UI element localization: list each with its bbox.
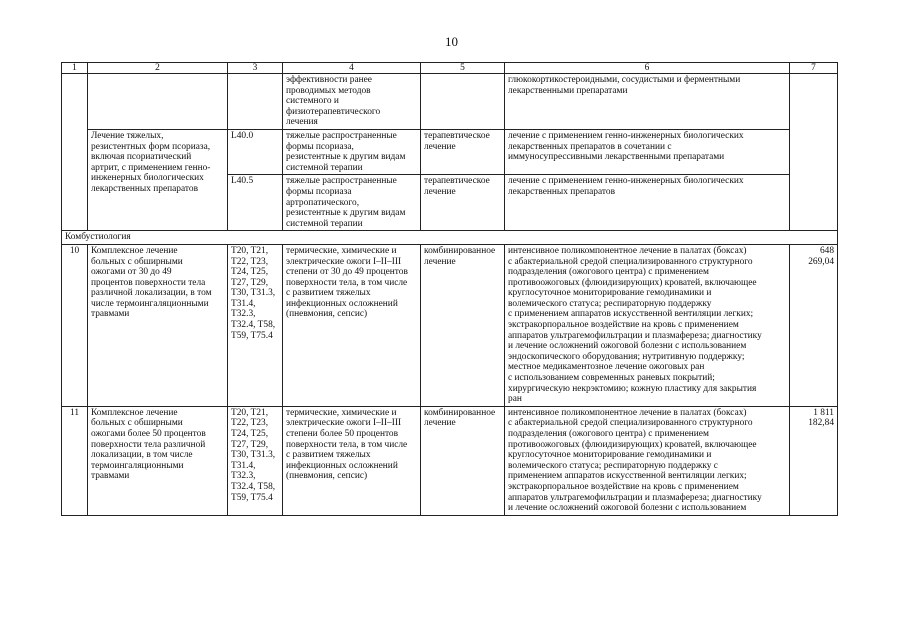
text-line: T22, T23, [231, 418, 269, 429]
text-line: больных с обширными [91, 418, 183, 429]
text-line: эффективности ранее [286, 75, 372, 85]
column-header: 7 [790, 63, 838, 74]
text-line: L40.5 [231, 176, 254, 187]
text-line: травмами [91, 309, 130, 320]
text-line: степени от 30 до 49 процентов [286, 267, 408, 278]
text-line: различной локализации, в том [91, 288, 212, 299]
text-line: глюкокортикостероидными, сосудистыми и ферментными [508, 75, 741, 85]
text-line: интенсивное поликомпонентное лечение в палатах (боксах) [508, 245, 747, 256]
text-line: T59, T75.4 [231, 492, 273, 503]
cell-method [505, 244, 790, 406]
text-line: с абактериальной средой специализированного структурного [508, 256, 753, 267]
text-line: T24, T25, [231, 429, 269, 439]
text-line: противоожоговых (флюидизирующих) кроватей, включающее [508, 277, 757, 288]
cell-name [88, 406, 228, 515]
text-line: комбинированное [424, 245, 496, 256]
text-line: степени более 50 процентов [286, 429, 399, 439]
text-line: волемического статуса; респираторную поддержку с [508, 460, 718, 471]
text-line: Комплексное лечение [91, 245, 178, 256]
text-line: лекарственных препаратов [508, 186, 615, 197]
section-row [62, 231, 838, 245]
text-line: круглосуточное мониторирование гемодинамики и [508, 288, 712, 299]
text-line: лечение [424, 256, 456, 267]
cell-diagnosis [283, 74, 421, 130]
text-line: лечение [424, 418, 456, 429]
cell-name [88, 244, 228, 406]
text-line: хирургическую некрэктомию; кожную пластику для закрытия [508, 383, 757, 394]
text-line: инфекционных осложнений [286, 298, 398, 309]
text-line: термические, химические и [286, 407, 397, 418]
cell-code [228, 175, 283, 231]
column-number-row [62, 63, 838, 74]
text-line: тяжелые распространенные [286, 130, 397, 141]
column-header: 6 [505, 63, 790, 74]
text-line: аппаратов ультрагемофильтрации и плазмафереза; диагностику [508, 330, 762, 341]
text-line: экстракорпоральное воздействие на кровь с применением [508, 320, 739, 331]
text-line: процентов поверхности тела [91, 277, 206, 288]
column-header: 3 [228, 63, 283, 74]
text-line: лекарственными препаратами [508, 85, 628, 96]
text-line: поверхности тела различной [91, 439, 206, 450]
text-line: проводимых методов [286, 85, 371, 96]
cell-code [228, 244, 283, 406]
section-title: Комбустиология [62, 231, 838, 245]
text-line: подразделения (ожогового центра) с применением [508, 429, 709, 439]
text-line: лечение с применением генно-инженерных биологических [508, 176, 744, 187]
text-line: Комплексное лечение [91, 407, 178, 418]
text-line: экстракорпоральное воздействие на кровь с применением [508, 481, 739, 492]
text-line: лекарственных препаратов в сочетании с [508, 141, 672, 152]
cell-code [228, 129, 283, 174]
text-line: травмами [91, 471, 130, 482]
text-line: лекарственных препаратов [91, 183, 198, 194]
text-line: T31.4, [231, 460, 256, 471]
text-line: комбинированное [424, 407, 496, 418]
text-line: T32.3, [231, 471, 256, 482]
text-line: T20, T21, [231, 407, 269, 418]
text-line: системной терапии [286, 162, 363, 173]
text-line: поверхности тела, в том числе [286, 277, 408, 288]
text-line: термоингаляционными [91, 460, 184, 471]
cell-diagnosis [283, 129, 421, 174]
cell-type [421, 406, 505, 515]
text-line: ожогами более 50 процентов [91, 429, 206, 439]
text-line: включая псориатический [91, 152, 192, 163]
text-line: местное медикаментозное лечение ожоговых ран [508, 362, 705, 373]
text-line: поверхности тела, в том числе [286, 439, 408, 450]
treatment-table [61, 62, 838, 516]
cell-type [421, 129, 505, 174]
text-line: противоожоговых (флюидизирующих) кроватей, включающее [508, 439, 757, 450]
text-line: системного и [286, 96, 339, 107]
cell-code-empty [228, 74, 283, 130]
text-line: интенсивное поликомпонентное лечение в палатах (боксах) [508, 407, 747, 418]
cell-method [505, 129, 790, 174]
text-line: артропатического, [286, 197, 360, 208]
text-line: T30, T31.3, [231, 450, 276, 461]
text-line: больных с обширными [91, 256, 183, 267]
cell-diagnosis [283, 244, 421, 406]
text-line: ран [508, 394, 522, 405]
cell-method [505, 175, 790, 231]
text-line: с использованием современных раневых покрытий; [508, 373, 715, 384]
text-line: резистентные к другим видам [286, 208, 406, 219]
text-line: системной терапии [286, 218, 363, 229]
text-line: применением аппаратов искусственной вентиляции легких; [508, 471, 747, 482]
text-line: лечение [424, 141, 456, 152]
text-line: T24, T25, [231, 267, 269, 278]
cell-name [88, 129, 228, 230]
column-header: 4 [283, 63, 421, 74]
text-line: аппаратов ультрагемофильтрации и плазмафереза; диагностику [508, 492, 762, 503]
text-line: T22, T23, [231, 256, 269, 267]
cell-diagnosis [283, 406, 421, 515]
text-line: формы псориаза [286, 186, 352, 197]
text-line: T32.4, T58, [231, 481, 276, 492]
text-line: лечение [424, 186, 456, 197]
text-line: T27, T29, [231, 277, 269, 288]
text-line: лечение с применением генно-инженерных биологических [508, 130, 744, 141]
cell-cost-empty [790, 74, 838, 231]
text-line: ожогами от 30 до 49 [91, 267, 172, 278]
text-line: электрические ожоги I–II–III [286, 256, 402, 267]
text-line: Лечение тяжелых, [91, 130, 164, 141]
text-line: T20, T21, [231, 245, 269, 256]
text-line: терапевтическое [424, 176, 490, 187]
continuation-row [62, 74, 838, 130]
text-line: резистентных форм псориаза, [91, 141, 211, 152]
text-line: с развитием тяжелых [286, 288, 371, 299]
text-line: T59, T75.4 [231, 330, 273, 341]
text-line: тяжелые распространенные [286, 176, 397, 187]
text-line: (пневмония, сепсис) [286, 471, 368, 482]
cell-method [505, 74, 790, 130]
table-row [62, 129, 838, 174]
cell-cost: 1 811 182,84 [790, 406, 838, 515]
text-line: формы псориаза, [286, 141, 354, 152]
text-line: с развитием тяжелых [286, 450, 371, 461]
text-line: круглосуточное мониторирование гемодинамики и [508, 450, 712, 461]
text-line: и лечение осложнений ожоговой болезни с использованием [508, 503, 747, 514]
cell-method [505, 406, 790, 515]
cell-type [421, 175, 505, 231]
text-line: числе термоингаляционными [91, 298, 209, 309]
text-line: с применением аппаратов искусственной вентиляции легких; [508, 309, 754, 320]
cell-type-empty [421, 74, 505, 130]
column-header: 2 [88, 63, 228, 74]
table-row [62, 406, 838, 515]
text-line: подразделения (ожогового центра) с применением [508, 267, 709, 278]
text-line: волемического статуса; респираторную поддержку [508, 298, 712, 309]
text-line: резистентные к другим видам [286, 152, 406, 163]
text-line: (пневмония, сепсис) [286, 309, 368, 320]
cell-code [228, 406, 283, 515]
cell-num: 11 [62, 406, 88, 515]
table-row [62, 244, 838, 406]
text-line: T27, T29, [231, 439, 269, 450]
text-line: T30, T31.3, [231, 288, 276, 299]
text-line: L40.0 [231, 130, 254, 141]
cell-cost: 648 269,04 [790, 244, 838, 406]
column-header: 5 [421, 63, 505, 74]
cell-num-empty [62, 74, 88, 231]
cell-num: 10 [62, 244, 88, 406]
text-line: T32.4, T58, [231, 320, 276, 331]
cell-name-empty [88, 74, 228, 130]
text-line: T31.4, [231, 298, 256, 309]
text-line: эндоскопического оборудования; нутритивную поддержку; [508, 351, 745, 362]
text-line: физиотерапевтического [286, 106, 381, 117]
text-line: иммуносупрессивными лекарственными препаратами [508, 152, 725, 163]
cell-type [421, 244, 505, 406]
text-line: инфекционных осложнений [286, 460, 398, 471]
text-line: T32.3, [231, 309, 256, 320]
text-line: инженерных биологических [91, 173, 204, 184]
text-line: лечения [286, 117, 318, 128]
column-header: 1 [62, 63, 88, 74]
text-line: артрит, с применением генно- [91, 162, 211, 173]
text-line: с абактериальной средой специализированного структурного [508, 418, 753, 429]
cell-diagnosis [283, 175, 421, 231]
text-line: терапевтическое [424, 130, 490, 141]
text-line: и лечение осложнений ожоговой болезни с использованием [508, 341, 747, 352]
text-line: локализации, в том числе [91, 450, 193, 461]
text-line: термические, химические и [286, 245, 397, 256]
text-line: электрические ожоги I–II–III [286, 418, 402, 429]
page-number: 10 [445, 34, 458, 49]
